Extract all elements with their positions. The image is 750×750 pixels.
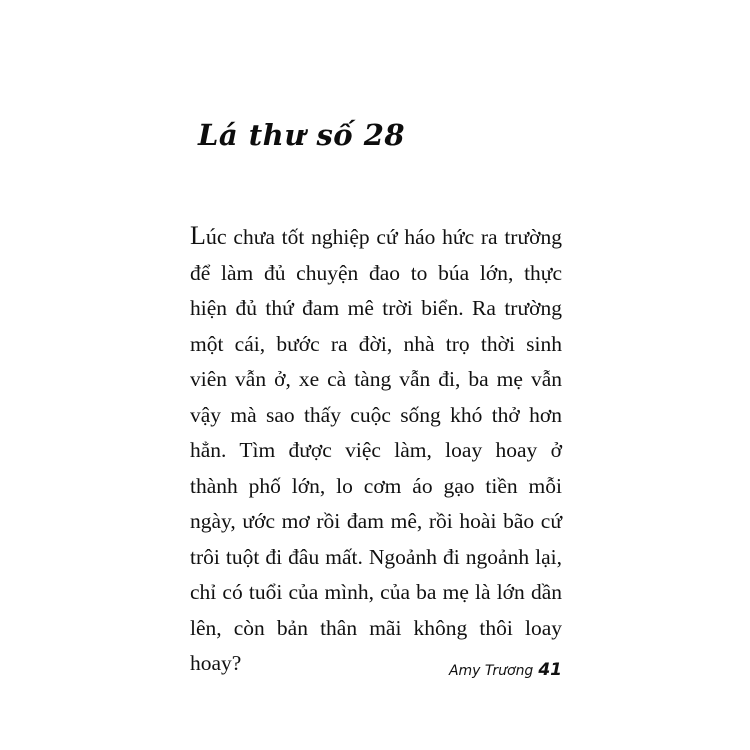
chapter-title: Lá thư số 28 — [198, 118, 406, 152]
paragraph-drop-cap: L — [190, 221, 206, 250]
paragraph-first-word-rest: úc — [205, 224, 227, 249]
footer-author: Amy Trương — [448, 663, 534, 679]
page-content-column — [190, 0, 570, 750]
paragraph-body: chưa tốt nghiệp cứ háo hức ra trường để làm đủ chuyện đao to búa lớn, thực hiện đủ thứ đam mê trời biển. Ra trường một cái, bước ra đời, nhà trọ thời sinh viên vẫn ở, xe cà tàng vẫn đi, ba mẹ vẫn vậy mà sao thấy cuộc sống khó thở hơn hẳn. Tìm được việc làm, loay hoay ở thành phố lớn, lo cơm áo gạo tiền mỗi ngày, ước mơ rồi đam mê, rồi hoài bão cứ trôi tuột đi đâu mất. Ngoảnh đi ngoảnh lại, chỉ có tuổi của mình, của ba mẹ là lớn dần lên, còn bản thân mãi không thôi loay hoay? — [190, 225, 562, 675]
body-paragraph — [190, 218, 562, 682]
footer-page-number: 41 — [538, 660, 562, 680]
paragraph-first-word — [190, 221, 227, 250]
page-footer — [190, 660, 562, 680]
